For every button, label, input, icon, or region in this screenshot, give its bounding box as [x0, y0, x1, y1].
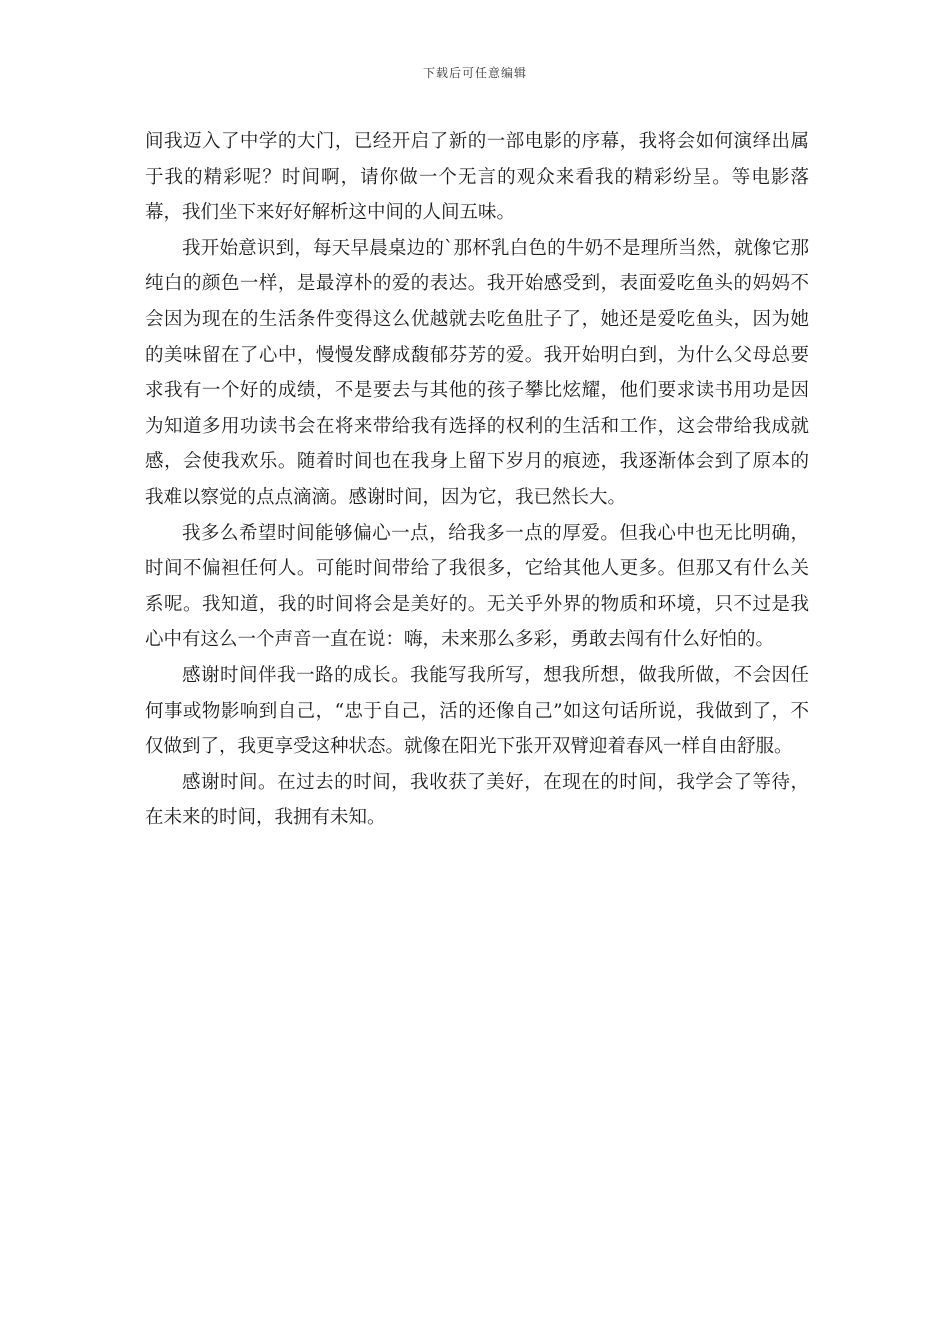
paragraph-5: 感谢时间。在过去的时间，我收获了美好，在现在的时间，我学会了等待，在未来的时间，我拥有未知。	[145, 771, 809, 829]
document-body	[145, 124, 809, 836]
paragraph-4: 感谢时间伴我一路的成长。我能写我所写，想我所想，做我所做，不会因任何事或物影响到自己，“忠于自己，活的还像自己”如这句话所说，我做到了，不仅做到了，我更享受这种状态。就像在阳光下张开双臂迎着春风一样自由舒服。	[145, 664, 809, 758]
page-header: 下载后可任意编辑	[422, 66, 527, 80]
paragraph-2: 我开始意识到，每天早晨桌边的`那杯乳白色的牛奶不是理所当然，就像它那纯白的颜色一样，是最淳朴的爱的表达。我开始感受到，表面爱吃鱼头的妈妈不会因为现在的生活条件变得这么优越就去吃鱼肚子了，她还是爱吃鱼头，因为她的美味留在了心中，慢慢发酵成馥郁芬芳的爱。我开始明白到，为什么父母总要求我有一个好的成绩，不是要去与其他的孩子攀比炫耀，他们要求读书用功是因为知道多用功读书会在将来带给我有选择的权利的生活和工作，这会带给我成就感，会使我欢乐。随着时间也在我身上留下岁月的痕迹，我逐渐体会到了原本的我难以察觉的点点滴滴。感谢时间，因为它，我已然长大。	[145, 237, 809, 508]
paragraph-3: 我多么希望时间能够偏心一点，给我多一点的厚爱。但我心中也无比明确，时间不偏袒任何人。可能时间带给了我很多，它给其他人更多。但那又有什么关系呢。我知道，我的时间将会是美好的。无关乎外界的物质和环境，只不过是我心中有这么一个声音一直在说：嗨，未来那么多彩，勇敢去闯有什么好怕的。	[145, 522, 809, 651]
paragraph-1: 间我迈入了中学的大门，已经开启了新的一部电影的序幕，我将会如何演绎出属于我的精彩呢？时间啊，请你做一个无言的观众来看我的精彩纷呈。等电影落幕，我们坐下来好好解析这中间的人间五味。	[145, 131, 809, 224]
